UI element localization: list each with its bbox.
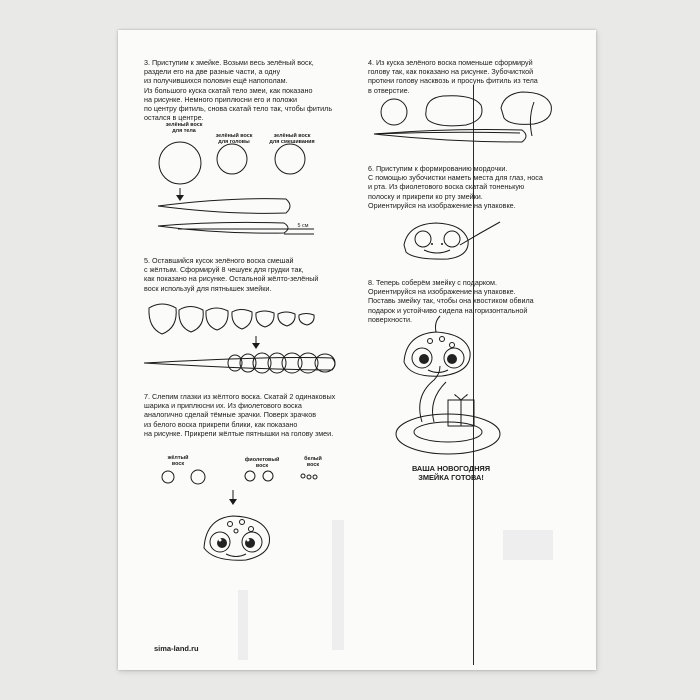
body-wax-label: зелёный воск для тела <box>165 122 203 134</box>
spot <box>428 339 433 344</box>
yellow-wax-label: жёлтый воск <box>167 455 189 467</box>
text-line: раздели его на две разные части, а одну <box>144 67 281 77</box>
text-line: на рисунке. Немного приплюсни его и положи <box>144 94 298 104</box>
white-wax-label: белый воск <box>304 456 322 468</box>
mix-wax-label: зелёный воск для смешивания <box>269 133 315 145</box>
text-line: Ориентируйся на изображение на упаковке. <box>368 287 516 297</box>
step-8-illustration <box>118 30 596 670</box>
pupil <box>447 354 457 364</box>
text-line: подарок и устойчиво сидела на горизонтальной <box>368 305 528 315</box>
final-caption: ВАША НОВОГОДНЯЯ ЗМЕЙКА ГОТОВА! <box>411 464 491 482</box>
text-line: 4. Из куска зелёного воска поменьше сформируй <box>368 58 533 67</box>
text-line: и рта. Из фиолетового воска скатай тоненькую <box>368 182 525 192</box>
spot <box>450 343 455 348</box>
text-line: поверхности. <box>368 314 412 324</box>
snake-head <box>404 332 470 376</box>
text-line: 8. Теперь соберём змейку с подарком. <box>368 278 497 287</box>
text-line: голову так, как показано на рисунке. Зубочисткой <box>368 67 534 77</box>
text-line: 3. Приступим к змейке. Возьми весь зелёный воск, <box>144 58 314 67</box>
footer-site: sima-land.ru <box>154 644 199 653</box>
text-line: шарика и приплюсни их. Из фиолетового воска <box>144 401 302 411</box>
text-line: 7. Слепим глазки из жёлтого воска. Скатай 2 одинаковых <box>144 392 336 401</box>
text-line: Из большого куска скатай тело змеи, как показано <box>144 85 313 95</box>
text-line: проткни голову насквозь и просунь фитиль из тела <box>368 76 538 86</box>
text-line: на рисунке. Прикрепи жёлтые пятнышки на голову змеи. <box>144 428 334 438</box>
pupil <box>419 354 429 364</box>
text-line: 6. Приступим к формированию мордочки. <box>368 164 508 173</box>
measure-label: 5 см <box>297 223 309 229</box>
text-line: полоску и прикрепи ко рту змейки. <box>368 191 483 201</box>
spot <box>440 337 445 342</box>
instruction-sheet <box>118 30 596 670</box>
text-line: с жёлтым. Сформируй 8 чешуек для грудки так, <box>144 265 304 275</box>
text-line: в отверстие. <box>368 85 410 95</box>
wick <box>436 316 441 332</box>
text-line: С помощью зубочистки наметь места для глаз, носа <box>368 173 543 183</box>
text-line: остался в центре. <box>144 113 204 123</box>
head-wax-label: зелёный воск для головы <box>215 133 253 145</box>
snake-neck-edge <box>433 382 447 422</box>
text-line: из получившихся половин ещё напополам. <box>144 76 288 86</box>
text-line: аналогично сделай тёмные зрачки. Поверх зрачков <box>144 410 317 420</box>
text-line: воск используй для пятнышек змейки. <box>144 283 272 293</box>
text-line: по центру фитиль, снова скатай тело так, чтобы фитиль <box>144 104 333 114</box>
text-line: Поставь змейку так, чтобы она хвостиком обвила <box>368 296 534 306</box>
gift-bow <box>455 395 467 400</box>
text-line: 5. Оставшийся кусок зелёного воска смешай <box>144 256 294 265</box>
violet-wax-label: фиолетовый воск <box>244 457 280 469</box>
mouth <box>428 370 448 373</box>
text-line: из белого воска прикрепи блики, как показано <box>144 419 298 429</box>
text-line: Ориентируйся на изображение на упаковке. <box>368 200 516 210</box>
text-line: как показано на рисунке. Остальной жёлто-зелёный <box>144 274 319 284</box>
